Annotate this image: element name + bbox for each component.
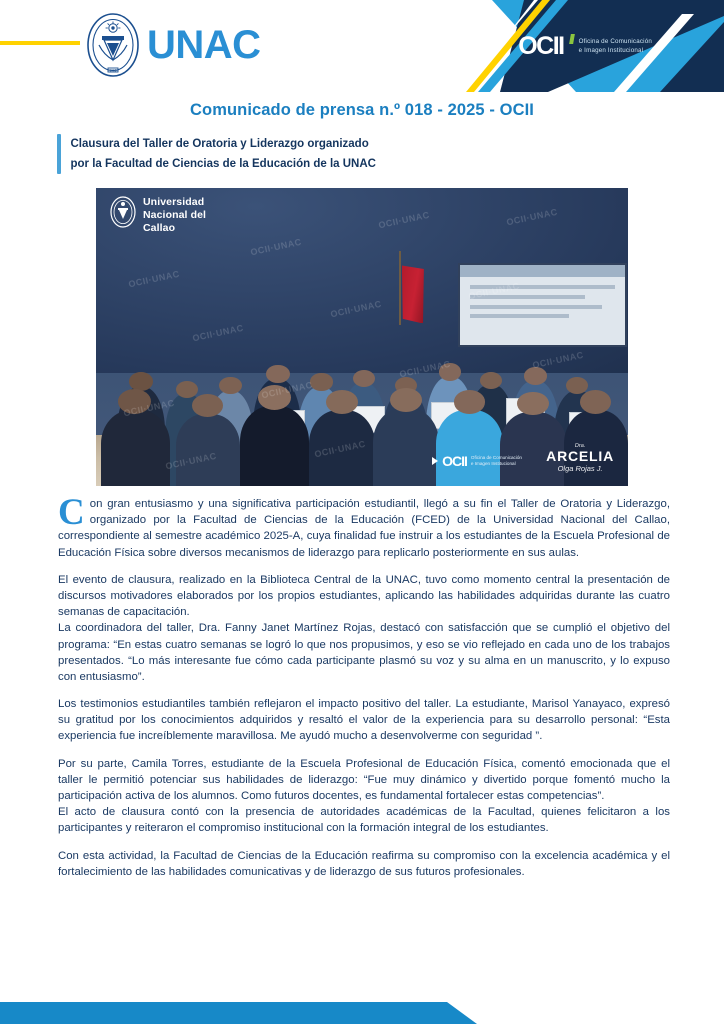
unac-crest-icon: [110, 196, 136, 228]
unac-crest-icon: [86, 12, 140, 78]
page-header: [0, 0, 724, 92]
photo-unac-line1: Universidad: [143, 196, 205, 208]
photo-credit-name: ARCELIA: [546, 448, 614, 465]
article-paragraph-7: Con esta actividad, la Facultad de Ciencias de la Educación reafirma su compromiso con la excelencia académica y el fortalecimiento de las habilidades comunicativas y de liderazgo de sus futuros profesionales.: [58, 849, 670, 878]
subtitle-line1: Clausura del Taller de Oratoria y Liderazgo organizado: [70, 138, 369, 150]
ocii-subtitle: [579, 34, 652, 56]
ocii-accent-icon: [569, 34, 575, 44]
unac-wordmark: UNAC: [147, 23, 261, 67]
header-yellow-rule: [0, 41, 80, 45]
photo-ocii-subtitle: [471, 455, 522, 468]
page-title: Comunicado de prensa n.º 018 - 2025 - OCII: [190, 101, 534, 119]
article-paragraph-6: El acto de clausura contó con la presencia de autoridades académicas de la Facultad, quienes felicitaron a los participantes y reiteraron el compromiso institucional con la formación integral de los estudiantes.: [58, 806, 670, 835]
page-footer: [0, 996, 724, 1024]
photo-credit-signature: Olga Rojas J.: [557, 463, 603, 473]
play-triangle-icon: [432, 457, 438, 465]
article-paragraph-5: Por su parte, Camila Torres, estudiante de la Escuela Profesional de Educación Física, comentó emocionada que el taller le permitió potenciar sus habilidades de liderazgo: “Fue muy dinámico y divertido porque fomentó mucho la participación activa de los alumnos. Como futuros docentes, es fundamental fortalecer estas competencias”.: [58, 757, 670, 802]
subtitle-line2: por la Facultad de Ciencias de la Educación de la UNAC: [70, 158, 376, 171]
ocii-wordmark: OCII: [518, 32, 564, 60]
article-paragraph-2: El evento de clausura, realizado en la Biblioteca Central de la UNAC, tuvo como momento central la presentación de discursos motivadores elaborados por los propios estudiantes, aplicando las habilidades adquiridas durante las cuatro semanas de capacitación.: [58, 573, 670, 619]
photo-unac-text: [143, 196, 206, 234]
screen-toolbar: [460, 265, 625, 278]
article-paragraph-1-text: on gran entusiasmo y una significativa participación estudiantil, llegó a su fin el Taller de Oratoria y Liderazgo, organizado por la Facultad de Ciencias de la Educación (FCED) de la Universidad Nacional del Callao, correspondiente al semestre académico 2025-A, cuya finalidad fue instruir a los estudiantes de la Escuela Profesional de Educación Física sobre diversos mecanismos de liderazgo para replicarlo posteriormente en sus aulas.: [58, 498, 670, 559]
drop-cap: C: [58, 492, 85, 533]
article-body: [58, 492, 670, 891]
photo-ocii-subtitle-line1: Oficina de Comunicación: [470, 454, 522, 460]
event-photograph: [96, 188, 628, 486]
unac-logo: [86, 12, 261, 78]
article-paragraph-4: Los testimonios estudiantiles también reflejaron el impacto positivo del taller. La estudiante, Marisol Yanayaco, expresó su gratitud por los conocimientos adquiridos y resaltó el valor de la experiencia para su desarrollo personal: “Esta experiencia fue increíblemente maravillosa. Me ayudó mucho a desenvolverme con seguridad ”.: [58, 698, 670, 743]
photo-ocii-wordmark: OCII: [442, 453, 467, 469]
subtitle-accent-bar: [57, 134, 61, 174]
photo-ocii-subtitle-line2: e Imagen Institucional: [470, 461, 516, 466]
article-paragraph-3: La coordinadora del taller, Dra. Fanny Janet Martínez Rojas, destacó con satisfacción que se cumplió el objetivo del programa: “En estas cuatro semanas se logró lo que nos propusimos, y eso se vio reflejado en cada uno de los trabajos presentados. “Lo más interesante fue cómo cada participante plasmó su voz y su alma en un manuscrito, y lo expuso con entusiasmo”.: [58, 622, 670, 683]
photo-unac-line3: Callao: [143, 221, 176, 234]
ocii-subtitle-line2: e Imagen Institucional: [578, 46, 644, 54]
ocii-subtitle-line1: Oficina de Comunicación: [578, 38, 652, 45]
photo-unac-logo: [110, 196, 206, 234]
photo-credit: [546, 444, 614, 472]
subtitle-block: [57, 134, 376, 174]
photo-unac-line2: Nacional del: [143, 208, 207, 221]
photo-credit-prefix: Dra.: [574, 442, 586, 449]
svg-text:1966: 1966: [109, 68, 117, 73]
article-paragraph-1: [58, 492, 670, 561]
ocii-logo: [518, 34, 652, 59]
screen-content-row: [470, 285, 615, 289]
photo-ocii-logo: [432, 454, 522, 468]
subtitle-text: [71, 134, 376, 174]
